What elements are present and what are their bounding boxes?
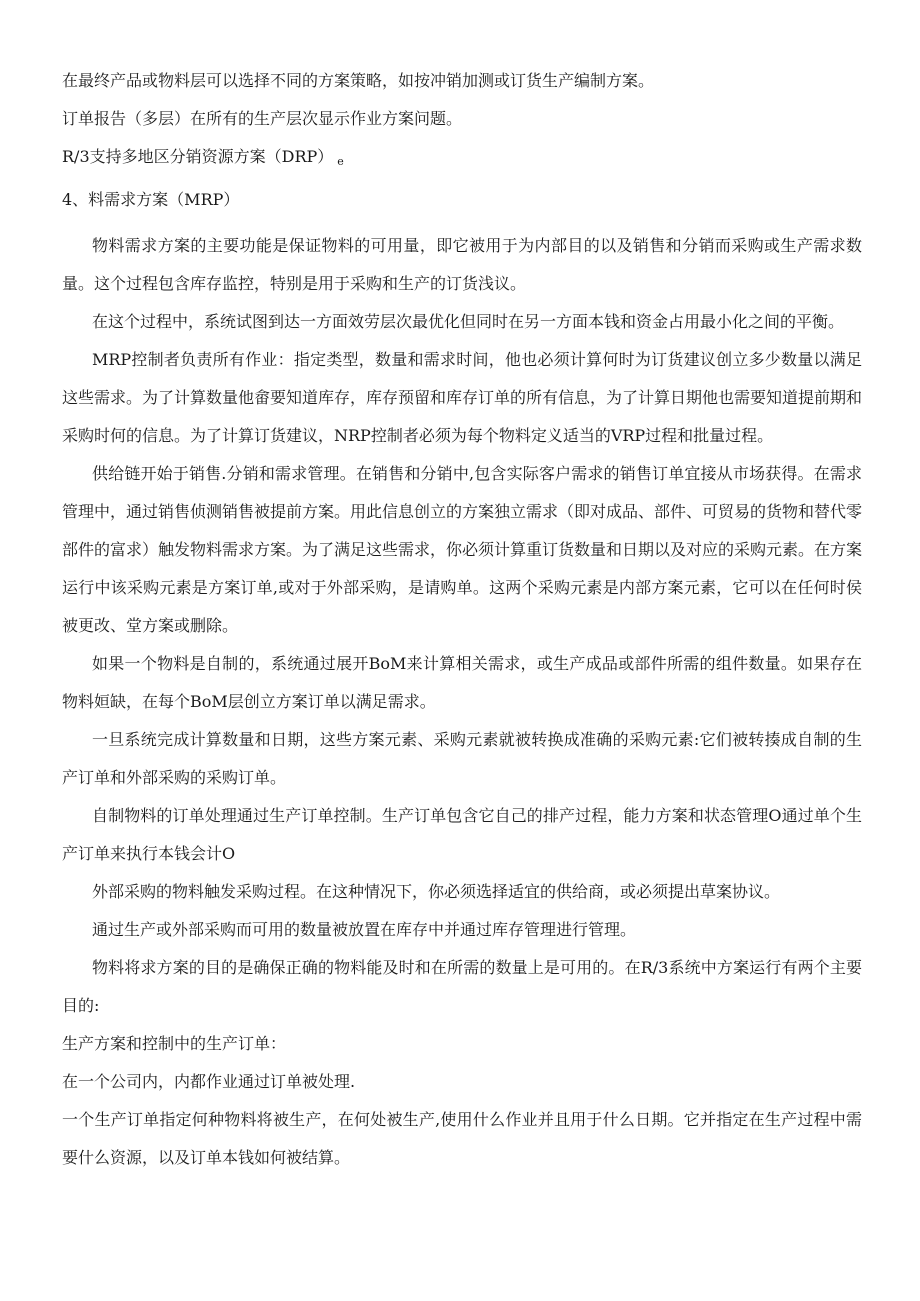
paragraph-inventory: 通过生产或外部采购而可用的数量被放置在库存中并通过库存管理进行管理。: [92, 920, 637, 939]
text-line-drp: [62, 138, 862, 181]
paragraph-purpose: 物料将求方案的目的是确保正确的物料能及时和在所需的数量上是可用的。在R/3系统中方案运行有两个主要目的:: [62, 958, 862, 1015]
text-line-strategy: 在最终产品或物料层可以选择不同的方案策略，如按冲销加测或订货生产编制方案。: [62, 71, 655, 90]
document-page: [62, 62, 862, 1177]
paragraph-balance: 在这个过程中，系统试图到达一方面效劳层次最优化但同时在另一方面本钱和资金占用最小化之间的平衡。: [92, 312, 845, 331]
text-line-internal-work: 在一个公司内，内都作业通过订单被处理.: [62, 1072, 356, 1091]
drp-suffix: e: [337, 155, 344, 168]
text-line-order-report: 订单报告（多层）在所有的生产层次显示作业方案问题。: [62, 109, 463, 128]
paragraph-supply-chain: 供给链开始于销售.分销和需求管理。在销售和分销中,包含实际客户需求的销售订单宜接从市场获得。在需求管理中，通过销售侦测销售被提前方案。用此信息创立的方案独立需求（即对成品、部件、可贸易的货物和替代零部件的富求）触发物料需求方案。为了满足这些需求，你必须计算重订货数量和日期以及对应的采购元素。在方案运行中该采购元素是方案订单,或对于外部采购，是请购单。这两个采购元素是内部方案元素，它可以在任何时侯被更改、堂方案或删除。: [62, 464, 863, 635]
paragraph-conversion: 一旦系统完成计算数量和日期，这些方案元素、采购元素就被转换成准确的采购元素:它们被转揍成自制的生产订单和外部采购的采购订单。: [62, 730, 862, 787]
section-heading: 4、料需求方案（MRP）: [62, 190, 240, 209]
text-line-production-planning: 生产方案和控制中的生产订单：: [62, 1034, 287, 1053]
paragraph-mrp-controller: MRP控制者负责所有作业：指定类型，数量和需求时间，他也必须计算何时为订货建议创立多少数量以满足这些需求。为了计算数量他畲要知道库存，库存预留和库存订单的所有信息，为了计算日期他也需要知道提前期和采购时何的信息。为了计算订货建议，NRP控制者必须为每个物料定义适当的VRP过程和批量过程。: [62, 350, 863, 445]
paragraph-mrp-function: 物料需求方案的主要功能是保证物料的可用量，即它被用于为内部目的以及销售和分销而采购或生产需求数量。这个过程包含库存监控，特别是用于采购和生产的订货浅议。: [62, 236, 862, 293]
paragraph-bom: 如果一个物料是自制的，系统通过展开BoM来计算相关需求，或生产成品或部件所需的组件数量。如果存在物料姮缺，在每个BoM层创立方案订单以满足需求。: [62, 654, 862, 711]
paragraph-production-order: 自制物料的订单处理通过生产订单控制。生产订单包含它自己的排产过程，能力方案和状态管理O通过单个生产订单来执行本钱会计O: [62, 806, 862, 863]
paragraph-external-procurement: 外部采购的物料触发采购过程。在这种情况下，你必须选择适宜的供给商，或必须提出草案协议。: [92, 882, 781, 901]
paragraph-final: 一个生产订单指定何种物料将被生产，在何处被生产,使用什么作业并且用于什么日期。它并指定在生产过程中需要什么资源，以及订单本钱如何被结算。: [62, 1110, 862, 1167]
drp-text: R/3支持多地区分销资源方案（DRP）: [62, 147, 334, 166]
